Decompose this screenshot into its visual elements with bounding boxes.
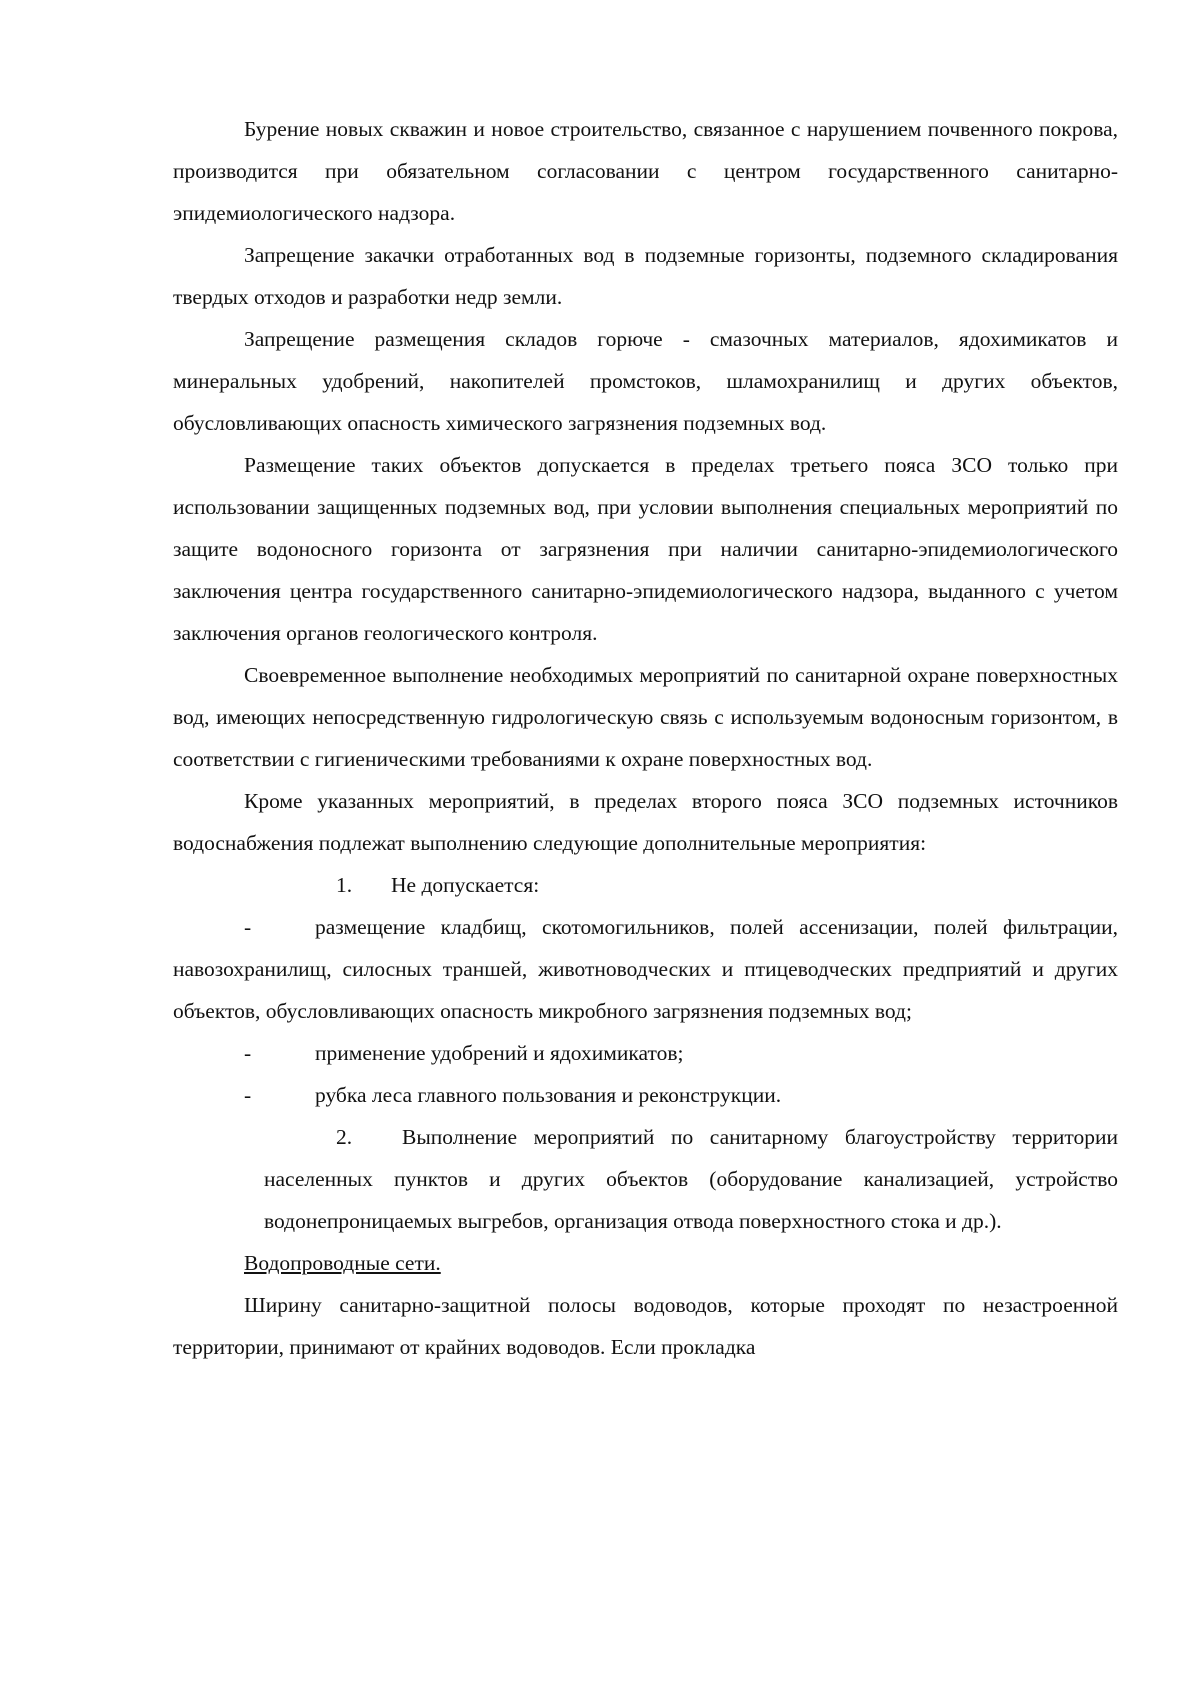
numbered-item-2 xyxy=(173,1116,1118,1242)
text-column xyxy=(173,108,1118,1368)
item-number: 2. xyxy=(336,1125,353,1149)
numbered-item-1 xyxy=(173,864,1118,906)
dash-item xyxy=(173,906,1118,1032)
section-subheading: Водопроводные сети. xyxy=(244,1251,441,1275)
paragraph: Запрещение размещения складов горюче - смазочных материалов, ядохимикатов и минеральных удобрений, накопителей промстоков, шламохранилищ и других объектов, обусловливающих опасность химического загрязнения подземных вод. xyxy=(173,327,1118,435)
paragraph: Запрещение закачки отработанных вод в подземные горизонты, подземного складирования твердых отходов и разработки недр земли. xyxy=(173,243,1118,309)
paragraph: Ширину санитарно-защитной полосы водоводов, которые проходят по незастроенной территории, принимают от крайних водоводов. Если прокладка xyxy=(173,1293,1118,1359)
item-text: Выполнение мероприятий по санитарному благоустройству территории населенных пунктов и других объектов (оборудование канализацией, устройство водонепроницаемых выгребов, организация отвода поверхностного стока и др.). xyxy=(264,1125,1118,1233)
dash-item xyxy=(173,1032,1118,1074)
dash-item-text: размещение кладбищ, скотомогильников, полей ассенизации, полей фильтрации, навозохранилищ, силосных траншей, животноводческих и птицеводческих предприятий и других объектов, обусловливающих опасность микробного загрязнения подземных вод; xyxy=(173,915,1118,1023)
paragraph: Бурение новых скважин и новое строительство, связанное с нарушением почвенного покрова, производится при обязательном согласовании с центром государственного санитарно-эпидемиологического надзора. xyxy=(173,117,1118,225)
dash-marker: - xyxy=(244,1041,252,1065)
dash-item-text: применение удобрений и ядохимикатов; xyxy=(315,1041,684,1065)
paragraph: Размещение таких объектов допускается в пределах третьего пояса ЗСО только при использовании защищенных подземных вод, при условии выполнения специальных мероприятий по защите водоносного горизонта от загрязнения при наличии санитарно-эпидемиологического заключения центра государственного санитарно-эпидемиологического надзора, выданного с учетом заключения органов геологического контроля. xyxy=(173,453,1118,645)
dash-marker: - xyxy=(244,1083,252,1107)
dash-marker: - xyxy=(244,915,252,939)
paragraph: Своевременное выполнение необходимых мероприятий по санитарной охране поверхностных вод, имеющих непосредственную гидрологическую связь с используемым водоносным горизонтом, в соответствии с гигиеническими требованиями к охране поверхностных вод. xyxy=(173,663,1118,771)
paragraph: Кроме указанных мероприятий, в пределах второго пояса ЗСО подземных источников водоснабжения подлежат выполнению следующие дополнительные мероприятия: xyxy=(173,789,1118,855)
dash-item-text: рубка леса главного пользования и реконструкции. xyxy=(315,1083,782,1107)
dash-item xyxy=(173,1074,1118,1116)
item-number: 1. xyxy=(336,873,353,897)
item-text: Не допускается: xyxy=(391,873,540,897)
